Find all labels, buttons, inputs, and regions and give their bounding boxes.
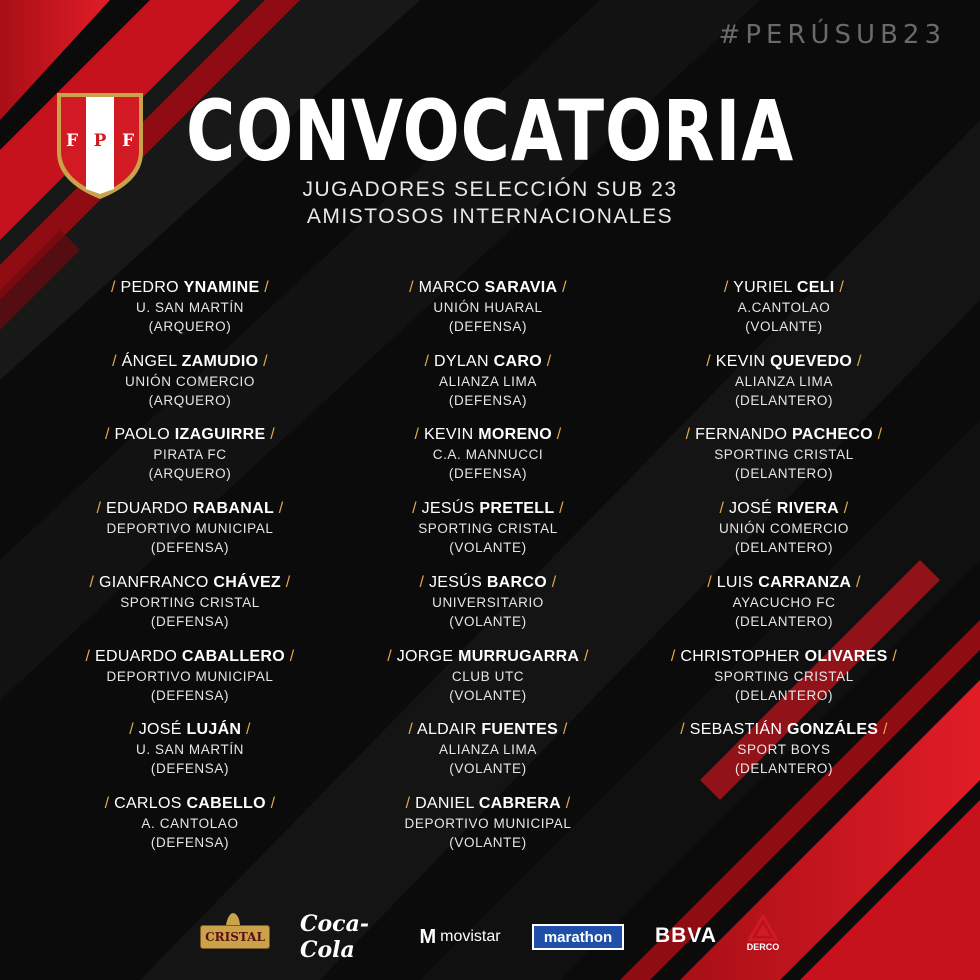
player-entry <box>30 352 350 410</box>
slash-left: / <box>129 721 134 739</box>
slash-right: / <box>246 721 251 739</box>
player-entry <box>30 499 350 557</box>
player-first-name: EDUARDO <box>105 500 189 518</box>
sponsor-bbva-logo: BBVA <box>655 924 717 947</box>
player-name <box>30 352 350 372</box>
player-last-name: GONZÁLES <box>786 721 879 739</box>
slash-left: / <box>408 721 414 739</box>
player-entry <box>30 794 350 852</box>
player-club: SPORTING CRISTAL <box>418 521 558 537</box>
slash-right: / <box>289 647 295 665</box>
player-first-name: DYLAN <box>434 352 489 370</box>
slash-left: / <box>419 573 425 591</box>
player-name <box>624 425 944 445</box>
player-position: (DELANTERO) <box>734 466 834 482</box>
slash-right: / <box>556 426 562 444</box>
slash-left: / <box>110 279 116 296</box>
player-name <box>328 720 648 740</box>
player-last-name: ZAMUDIO <box>181 352 259 370</box>
slash-right: / <box>565 794 571 812</box>
player-entry <box>30 573 350 631</box>
player-club: DEPORTIVO MUNICIPAL <box>404 815 572 831</box>
player-position: (ARQUERO) <box>148 466 232 482</box>
player-first-name: JESÚS <box>421 500 475 518</box>
player-last-name: YNAMINE <box>183 279 260 296</box>
player-entry <box>624 352 944 410</box>
slash-right: / <box>278 500 284 518</box>
player-club: A.CANTOLAO <box>737 300 831 315</box>
player-entry <box>30 720 350 778</box>
player-position: (VOLANTE) <box>745 319 823 334</box>
player-name <box>328 573 648 593</box>
player-club: UNIÓN HUARAL <box>433 300 543 315</box>
player-name <box>624 573 944 593</box>
player-last-name: PRETELL <box>479 500 555 518</box>
player-entry <box>328 499 648 557</box>
player-name <box>30 647 350 667</box>
slash-left: / <box>685 426 691 444</box>
player-last-name: MORENO <box>478 426 553 444</box>
slash-right: / <box>843 500 849 518</box>
player-position: (DEFENSA) <box>448 319 528 334</box>
slash-right: / <box>839 279 845 296</box>
player-name <box>30 425 350 445</box>
player-name <box>624 647 944 667</box>
player-position: (DELANTERO) <box>734 687 834 703</box>
player-position: (DELANTERO) <box>734 761 834 777</box>
player-club: SPORTING CRISTAL <box>120 594 260 610</box>
player-position: (ARQUERO) <box>148 319 232 334</box>
page-title: CONVOCATORIA <box>185 82 795 180</box>
player-club: CLUB UTC <box>451 668 525 684</box>
player-position: (VOLANTE) <box>449 687 527 703</box>
player-position: (DEFENSA) <box>448 392 528 408</box>
slash-left: / <box>405 794 411 812</box>
player-entry <box>328 352 648 410</box>
slash-left: / <box>85 647 91 665</box>
cristal-lion-icon <box>224 911 242 925</box>
player-name <box>30 278 350 298</box>
player-club: SPORTING CRISTAL <box>714 668 854 684</box>
player-last-name: CELI <box>796 279 835 296</box>
player-first-name: JOSÉ <box>728 500 772 518</box>
subtitle-line-2: AMISTOSOS INTERNACIONALES <box>306 205 674 228</box>
player-position: (ARQUERO) <box>148 392 232 408</box>
player-name <box>328 647 648 667</box>
player-club: ALIANZA LIMA <box>439 373 537 389</box>
player-first-name: EDUARDO <box>95 647 178 665</box>
player-last-name: MURRUGARRA <box>458 647 580 665</box>
player-entry <box>30 425 350 483</box>
player-first-name: ÁNGEL <box>121 352 177 370</box>
player-position: (DELANTERO) <box>734 613 834 629</box>
sponsor-bar <box>0 905 980 965</box>
player-name <box>30 499 350 519</box>
player-last-name: PACHECO <box>792 426 873 444</box>
player-position: (DEFENSA) <box>150 687 230 703</box>
player-club: UNIÓN COMERCIO <box>719 521 849 537</box>
svg-text:F: F <box>121 131 135 151</box>
slash-right: / <box>263 352 268 370</box>
player-first-name: JESÚS <box>429 573 483 591</box>
slash-right: / <box>285 573 291 591</box>
player-club: DEPORTIVO MUNICIPAL <box>106 521 274 537</box>
player-club: SPORT BOYS <box>737 742 831 758</box>
player-entry <box>624 425 944 483</box>
player-entry <box>328 647 648 705</box>
player-name <box>624 499 944 519</box>
player-entry <box>328 278 648 336</box>
player-last-name: SARAVIA <box>484 279 558 296</box>
slash-right: / <box>883 721 888 739</box>
player-position: (DEFENSA) <box>150 761 230 777</box>
player-first-name: KEVIN <box>423 426 474 444</box>
player-name <box>624 720 944 740</box>
player-position: (DELANTERO) <box>734 540 834 556</box>
slash-left: / <box>96 500 102 518</box>
movistar-m-icon: M <box>419 925 437 948</box>
player-first-name: ALDAIR <box>416 721 477 739</box>
sponsor-coca-cola-logo: Coca-Cola <box>300 911 369 963</box>
player-first-name: JOSÉ <box>138 721 182 739</box>
svg-text:P: P <box>93 131 107 151</box>
player-entry <box>30 278 350 336</box>
player-first-name: KEVIN <box>715 352 766 370</box>
player-position: (DEFENSA) <box>150 834 230 850</box>
player-name <box>30 573 350 593</box>
player-last-name: OLIVARES <box>804 647 888 665</box>
player-last-name: CABELLO <box>186 794 266 812</box>
player-last-name: CABRERA <box>478 794 561 812</box>
slash-left: / <box>104 794 110 812</box>
slash-left: / <box>719 500 725 518</box>
player-last-name: BARCO <box>486 573 547 591</box>
slash-left: / <box>670 647 676 665</box>
slash-left: / <box>412 500 417 518</box>
player-position: (VOLANTE) <box>449 613 527 629</box>
player-first-name: GIANFRANCO <box>98 573 209 591</box>
player-position: (DELANTERO) <box>734 392 834 408</box>
player-last-name: QUEVEDO <box>770 352 853 370</box>
player-name <box>30 720 350 740</box>
player-last-name: CARRANZA <box>758 573 852 591</box>
player-first-name: DANIEL <box>415 794 475 812</box>
player-club: U. SAN MARTÍN <box>135 742 245 758</box>
player-entry <box>624 499 944 557</box>
player-entry <box>624 720 944 778</box>
player-entry <box>328 794 648 852</box>
player-club: UNIVERSITARIO <box>432 594 544 610</box>
player-last-name: IZAGUIRRE <box>174 426 266 444</box>
slash-right: / <box>562 721 568 739</box>
player-first-name: JORGE <box>396 647 454 665</box>
player-name <box>328 425 648 445</box>
player-first-name: CHRISTOPHER <box>680 647 800 665</box>
player-last-name: LUJÁN <box>186 721 242 739</box>
player-entry <box>328 425 648 483</box>
slash-right: / <box>270 794 276 812</box>
player-entry <box>624 573 944 631</box>
player-entry <box>328 720 648 778</box>
slash-right: / <box>264 279 270 296</box>
player-name <box>328 794 648 814</box>
player-last-name: FUENTES <box>481 721 559 739</box>
player-entry <box>328 573 648 631</box>
slash-left: / <box>680 721 685 739</box>
player-club: SPORTING CRISTAL <box>714 447 854 463</box>
player-club: PIRATA FC <box>153 447 227 463</box>
player-last-name: CABALLERO <box>181 647 285 665</box>
movistar-wordmark: movistar <box>440 928 501 945</box>
player-position: (DEFENSA) <box>150 540 230 556</box>
slash-right: / <box>584 647 589 665</box>
player-position: (DEFENSA) <box>150 613 230 629</box>
player-name <box>328 499 648 519</box>
player-club: U. SAN MARTÍN <box>135 300 245 315</box>
slash-left: / <box>409 279 414 296</box>
slash-right: / <box>856 573 861 591</box>
slash-left: / <box>387 647 392 665</box>
subtitle-line-1: JUGADORES SELECCIÓN SUB 23 <box>302 178 678 201</box>
sponsor-marathon-logo: marathon <box>532 924 624 950</box>
player-first-name: FERNANDO <box>695 426 788 444</box>
player-first-name: SEBASTIÁN <box>689 721 783 739</box>
slash-right: / <box>559 500 564 518</box>
player-position: (VOLANTE) <box>449 834 527 850</box>
derco-triangle-icon <box>748 915 778 941</box>
slash-left: / <box>706 352 712 370</box>
player-club: AYACUCHO FC <box>732 594 836 610</box>
player-club: ALIANZA LIMA <box>439 742 537 758</box>
slash-left: / <box>424 352 430 370</box>
slash-right: / <box>270 426 275 444</box>
player-last-name: RIVERA <box>776 500 839 518</box>
slash-left: / <box>112 352 117 370</box>
player-club: C.A. MANNUCCI <box>432 447 544 463</box>
player-entry <box>624 647 944 705</box>
slash-left: / <box>89 573 95 591</box>
slash-left: / <box>105 426 110 444</box>
player-club: ALIANZA LIMA <box>735 373 833 389</box>
slash-left: / <box>723 279 729 296</box>
player-position: (DEFENSA) <box>448 466 528 482</box>
slash-left: / <box>707 573 712 591</box>
player-club: UNIÓN COMERCIO <box>125 373 255 389</box>
player-club: DEPORTIVO MUNICIPAL <box>106 668 274 684</box>
slash-right: / <box>562 279 567 296</box>
player-name <box>328 278 648 298</box>
player-name <box>328 352 648 372</box>
player-first-name: CARLOS <box>114 794 182 812</box>
player-position: (VOLANTE) <box>449 540 527 556</box>
player-entry <box>624 278 944 336</box>
player-last-name: CARO <box>493 352 542 370</box>
player-club: A. CANTOLAO <box>141 815 239 831</box>
slash-left: / <box>414 426 420 444</box>
player-first-name: LUIS <box>716 573 754 591</box>
player-name <box>624 352 944 372</box>
player-name <box>30 794 350 814</box>
slash-right: / <box>546 352 552 370</box>
player-last-name: RABANAL <box>192 500 275 518</box>
player-first-name: MARCO <box>418 279 480 296</box>
slash-right: / <box>892 647 898 665</box>
player-first-name: PEDRO <box>120 279 179 296</box>
slash-right: / <box>877 426 883 444</box>
slash-right: / <box>856 352 862 370</box>
player-entry <box>30 647 350 705</box>
player-first-name: YURIEL <box>733 279 793 296</box>
sponsor-cristal-logo: CRISTAL <box>200 925 270 949</box>
hashtag: #PERÚSUB23 <box>718 20 946 50</box>
player-first-name: PAOLO <box>114 426 170 444</box>
sponsor-derco-logo: DERCO <box>746 942 780 952</box>
player-position: (VOLANTE) <box>449 761 527 777</box>
player-last-name: CHÁVEZ <box>213 573 281 591</box>
sponsor-movistar-logo <box>412 925 508 949</box>
svg-text:F: F <box>65 131 79 151</box>
slash-right: / <box>551 573 557 591</box>
player-name <box>624 278 944 298</box>
